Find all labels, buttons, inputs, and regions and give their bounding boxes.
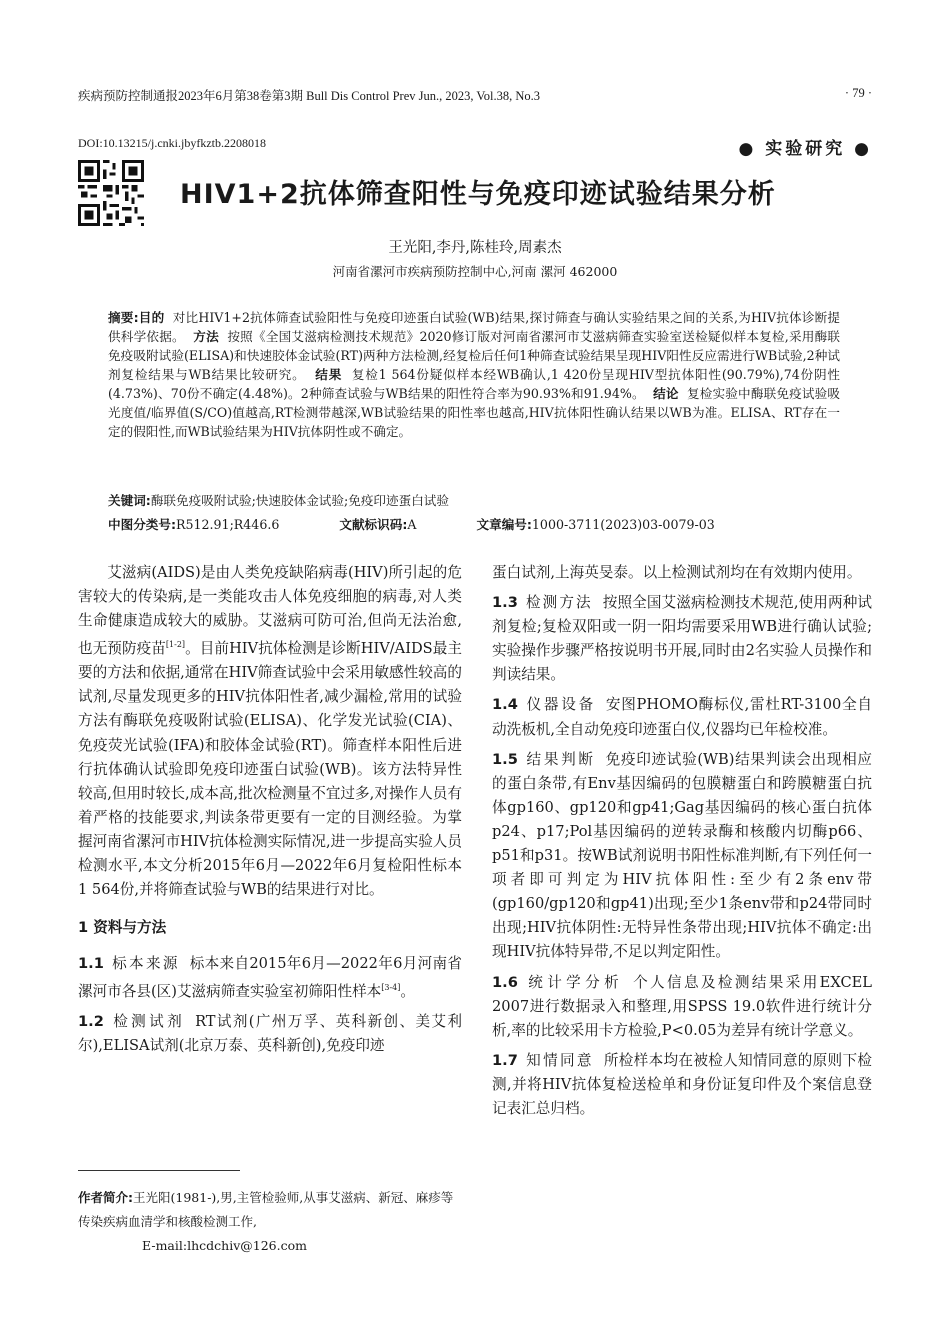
intro-text-a: 艾滋病(AIDS)是由人类免疫缺陷病毒(HIV)所引起的危害较大的传染病,是一类能攻击人体免疫细胞的病毒,对人类生命健康造成较大的威胁。艾滋病可防可治,但尚无法治愈,也无预防疫苗 (78, 564, 462, 658)
article-no-value: 1000-3711(2023)03-0079-03 (531, 517, 715, 532)
subsection-1-6: 1.6 统计学分析 个人信息及检测结果采用EXCEL 2007进行数据录入和整理,用SPSS 19.0软件进行统计分析,率的比较采用卡方检验,P<0.05为差异有统计学意义。 (492, 973, 872, 1039)
methods-text: 按照《全国艾滋病检测技术规范》2020修订版对河南省漯河市艾滋病筛查实验室送检疑似样本复检,采用酶联免疫吸附试验(ELISA)和快速胶体金试验(RT)两种方法检测,经复检后任何1种筛查试验结果呈现HIV阳性反应需进行WB试验,2种试剂复检结果与WB结果比较研究。 (108, 329, 840, 382)
bio-label: 作者简介: (78, 1190, 133, 1205)
clc-value: R512.91;R446.6 (176, 517, 280, 532)
qr-code-icon (78, 160, 144, 226)
affiliation: 河南省漯河市疾病预防控制中心,河南 漯河 462000 (332, 264, 618, 279)
keywords-label: 关键词: (108, 493, 151, 508)
section-heading: 1 资料与方法 (78, 919, 167, 937)
objective-label: 目的 (138, 310, 165, 325)
intro-text-b: 。目前HIV抗体检测是诊断HIV/AIDS最主要的方法和依据,通常在HIV筛查试验中会采用敏感性较高的试剂,尽量发现更多的HIV抗体阳性者,减少漏检,常用的试验方法有酶联免疫吸附试验(ELISA)、化学发光试验(CIA)、免疫荧光试验(IFA)和胶体金试验(RT)。筛查样本阳性后进行抗体确认试验即免疫印迹蛋白试验(WB)。该方法特异性较高,但用时较长,成本高,批次检测量不宜过多,对操作人员有着严格的技能要求,判读条带更要有一定的目测经验。为掌握河南省漯河市HIV抗体检测实际情况,进一步提高实验人员检测水平,本文分析2015年6月—2022年6月复检阳性标本1 564份,并将筛查试验与WB的结果进行对比。 (78, 640, 462, 899)
objective-text: 对比HIV1+2抗体筛查试验阳性与免疫印迹蛋白试验(WB)结果,探讨筛查与确认实验结果之间的关系,为HIV抗体诊断提供科学依据。 (108, 310, 840, 344)
conclusion-label: 结论 (653, 386, 679, 401)
subsection-1-2: 1.2 检测试剂 RT试剂(广州万孚、英科新创、美艾利尔),ELISA试剂(北京万泰、英科新创),免疫印迹 (78, 1013, 462, 1055)
bio-text: 王光阳(1981-),男,主管检验师,从事艾滋病、新冠、麻疹等传染疾病血清学和核酸检测工作, (78, 1190, 454, 1229)
left-column (78, 561, 462, 1059)
subsection-1-2-continued: 蛋白试剂,上海英旻泰。以上检测试剂均在有效期内使用。 (492, 564, 862, 581)
keywords (108, 490, 840, 509)
subsection-1-3: 1.3 检测方法 按照全国艾滋病检测技术规范,使用两种试剂复检;复检双阳或一阴一阳均需要采用WB进行确认试验;实验操作步骤严格按说明书开展,同时由2名实验人员操作和判读结果。 (492, 594, 872, 684)
article-title: HIV1+2抗体筛查阳性与免疫印迹试验结果分析 (180, 179, 776, 210)
intro-paragraph (78, 561, 462, 902)
article-no-label: 文章编号: (476, 517, 532, 532)
results-label: 结果 (315, 367, 343, 382)
footnote-divider (78, 1170, 240, 1171)
intro-ref: [1-2] (165, 640, 186, 650)
authors: 王光阳,李丹,陈桂玲,周素杰 (388, 240, 562, 256)
results-text: 复检1 564份疑似样本经WB确认,1 420份呈现HIV型抗体阳性(90.79%),74份阴性(4.73%)、70份不确定(4.48%)。2种筛查试验与WB结果的阳性符合率为90.93%和91.94%。 (108, 367, 841, 401)
classification (108, 514, 840, 533)
doc-code-value: A (407, 517, 417, 532)
section-tag: ● 实验研究 ● (738, 139, 872, 159)
doi: DOI:10.13215/j.cnki.jbyfkztb.2208018 (78, 136, 266, 150)
subsection-1-4: 1.4 仪器设备 安图PHOMO酶标仪,雷杜RT-3100全自动洗板机,全自动免疫印迹蛋白仪,仪器均已年检校准。 (492, 696, 872, 738)
author-bio (78, 1186, 462, 1258)
keywords-text: 酶联免疫吸附试验;快速胶体金试验;免疫印迹蛋白试验 (150, 493, 449, 508)
subsection-1-1: 1.1 标本来源 标本来自2015年6月—2022年6月河南省漯河市各县(区)艾滋病筛查实验室初筛阳性样本[3-4]。 (78, 955, 462, 1001)
abstract-label: 摘要: (108, 310, 139, 325)
conclusion-text: 复检实验中酶联免疫试验吸光度值/临界值(S/CO)值越高,RT检测带越深,WB试验结果的阳性率也越高,HIV抗体阳性确认结果以WB为准。ELISA、RT存在一定的假阳性,而WB试验结果为HIV抗体阴性或不确定。 (108, 386, 841, 439)
doc-code-label: 文献标识码: (339, 517, 408, 532)
page-number: · 79 · (844, 86, 872, 100)
subsection-1-5: 1.5 结果判断 免疫印迹试验(WB)结果判读会出现相应的蛋白条带,有Env基因编码的包膜糖蛋白和跨膜糖蛋白抗体gp160、gp120和gp41;Gag基因编码的核心蛋白抗体p24、p17;Pol基因编码的逆转录酶和核酸内切酶p66、p51和p31。按WB试剂说明书阳性标准判断,有下列任何一项者即可判定为HIV抗体阳性:至少有2条env带(gp160/gp120和gp41)出现;至少1条env带和p24带同时出现;HIV抗体阴性:无特异性条带出现;HIV抗体不确定:出现HIV抗体特异带,不足以判定阳性。 (492, 750, 872, 961)
methods-label: 方法 (193, 329, 219, 344)
right-column (492, 561, 872, 1121)
running-header: 疾病预防控制通报2023年6月第38卷第3期 Bull Dis Control Prev Jun., 2023, Vol.38, No.3 (78, 89, 541, 103)
clc-label: 中图分类号: (108, 517, 177, 532)
subsection-1-7: 1.7 知情同意 所检样本均在被检人知情同意的原则下检测,并将HIV抗体复检送检单和身份证复印件及个案信息登记表汇总归档。 (492, 1051, 872, 1117)
bio-email: E-mail:lhcdchiv@126.com (142, 1238, 307, 1253)
abstract (108, 308, 840, 441)
